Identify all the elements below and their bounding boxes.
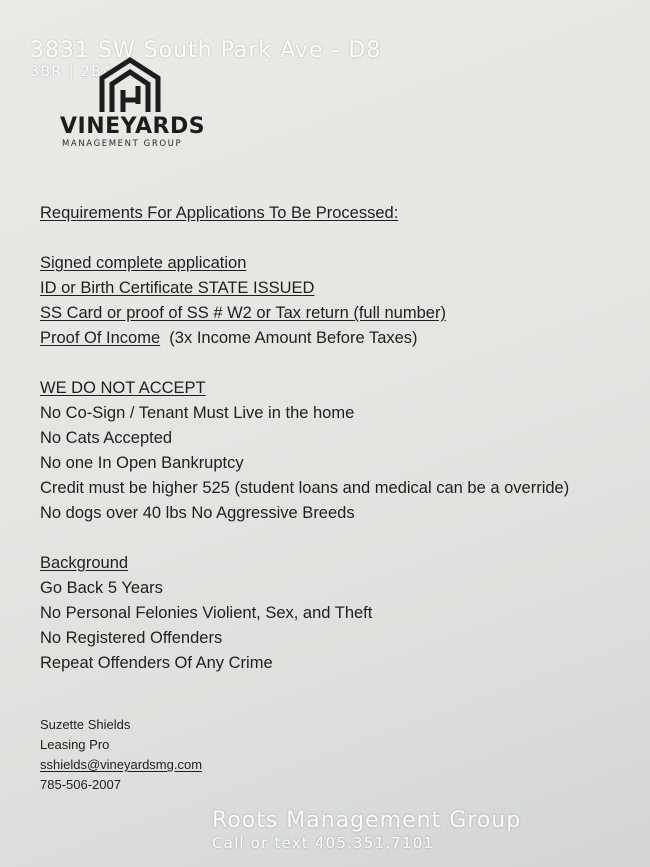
requirement-item: ID or Birth Certificate STATE ISSUED bbox=[40, 279, 315, 297]
signature-phone: 785-506-2007 bbox=[40, 777, 121, 792]
house-logo-icon bbox=[98, 56, 162, 114]
background-item: No Personal Felonies Violient, Sex, and Theft bbox=[40, 604, 373, 622]
footer-watermark bbox=[212, 808, 521, 852]
not-accept-item: No Co-Sign / Tenant Must Live in the home bbox=[40, 404, 355, 422]
listing-beds-baths: 3BR | 2BA bbox=[30, 64, 114, 80]
not-accept-item: No one In Open Bankruptcy bbox=[40, 454, 244, 472]
footer-phone: Call or text 405.351.7101 bbox=[212, 834, 435, 852]
requirement-item-underlined: Proof Of Income bbox=[40, 329, 161, 347]
logo-subtitle: MANAGEMENT GROUP bbox=[62, 139, 183, 149]
requirement-item-note: (3x Income Amount Before Taxes) bbox=[160, 329, 418, 347]
background-heading: Background bbox=[40, 554, 129, 572]
logo-brand: VINEYARDS bbox=[60, 114, 206, 139]
listing-address: 3831 SW South Park Ave - D8 bbox=[30, 38, 382, 63]
not-accept-item: Credit must be higher 525 (student loans and medical can be a override) bbox=[40, 479, 570, 497]
background-item: Repeat Offenders Of Any Crime bbox=[40, 654, 273, 672]
not-accept-item: No dogs over 40 lbs No Aggressive Breeds bbox=[40, 504, 355, 522]
signature-name: Suzette Shields bbox=[40, 717, 131, 732]
requirements-document bbox=[40, 201, 640, 676]
signature-block bbox=[40, 715, 202, 795]
signature-email-link[interactable]: sshields@vineyardsmg.com bbox=[40, 757, 203, 772]
requirement-item bbox=[40, 326, 640, 351]
not-accept-item: No Cats Accepted bbox=[40, 429, 173, 447]
requirement-item: SS Card or proof of SS # W2 or Tax return (full number) bbox=[40, 304, 446, 322]
background-item: No Registered Offenders bbox=[40, 629, 223, 647]
footer-company: Roots Management Group bbox=[212, 808, 522, 833]
listing-header bbox=[30, 38, 381, 80]
background-item: Go Back 5 Years bbox=[40, 579, 163, 597]
signature-title: Leasing Pro bbox=[40, 737, 110, 752]
requirements-heading: Requirements For Applications To Be Processed: bbox=[40, 204, 399, 222]
requirement-item: Signed complete application bbox=[40, 254, 247, 272]
not-accept-heading: WE DO NOT ACCEPT bbox=[40, 379, 206, 397]
